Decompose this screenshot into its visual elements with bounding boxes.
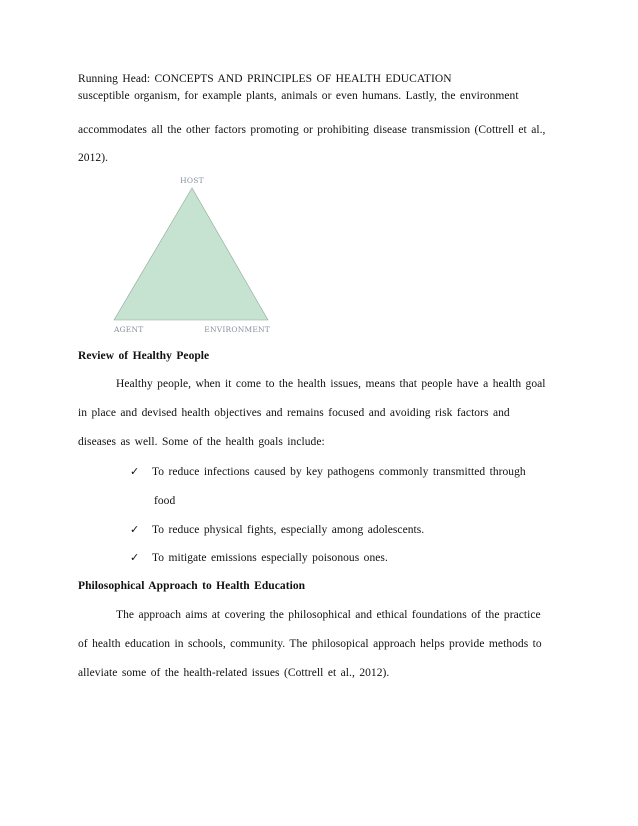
bullet-item-3	[130, 551, 388, 564]
bullet-2-text: To reduce physical fights, especially among adolescents.	[152, 524, 425, 536]
section1-line-1: Healthy people, when it come to the health issues, means that people have a health goal	[116, 378, 546, 390]
bullet-1-text: To reduce infections caused by key pathogens commonly transmitted through	[152, 466, 526, 478]
environment-label: ENVIRONMENT	[204, 325, 270, 334]
intro-line-3: 2012).	[78, 152, 109, 164]
bullet-3-text: To mitigate emissions especially poisonous ones.	[152, 552, 388, 564]
section2-line-1: The approach aims at covering the philosophical and ethical foundations of the practice	[116, 609, 541, 621]
triangle-shape	[114, 188, 268, 320]
intro-line-2: accommodates all the other factors promoting or prohibiting disease transmission (Cottrell et al.,	[78, 124, 546, 136]
intro-line-1: susceptible organism, for example plants, animals or even humans. Lastly, the environment	[78, 90, 519, 102]
section2-line-3: alleviate some of the health-related issues (Cottrell et al., 2012).	[78, 667, 390, 679]
bullet-1-continuation: food	[154, 495, 176, 507]
section2-line-2: of health education in schools, community. The philosopical approach helps provide methods to	[78, 638, 542, 650]
section1-line-3: diseases as well. Some of the health goals include:	[78, 436, 325, 448]
checkmark-icon: ✓	[130, 523, 140, 536]
running-head: Running Head: CONCEPTS AND PRINCIPLES OF HEALTH EDUCATION	[78, 73, 452, 85]
section1-line-2: in place and devised health objectives and remains focused and avoiding risk factors and	[78, 407, 510, 419]
bullet-item-2	[130, 523, 424, 536]
host-label: HOST	[180, 176, 204, 185]
section-heading-healthy-people: Review of Healthy People	[78, 350, 210, 362]
checkmark-icon: ✓	[130, 551, 140, 564]
bullet-item-1	[130, 465, 526, 478]
epidemiological-triangle-diagram	[108, 172, 278, 338]
checkmark-icon: ✓	[130, 465, 140, 478]
section-heading-philosophical-approach: Philosophical Approach to Health Education	[78, 580, 306, 592]
agent-label: AGENT	[114, 325, 144, 334]
